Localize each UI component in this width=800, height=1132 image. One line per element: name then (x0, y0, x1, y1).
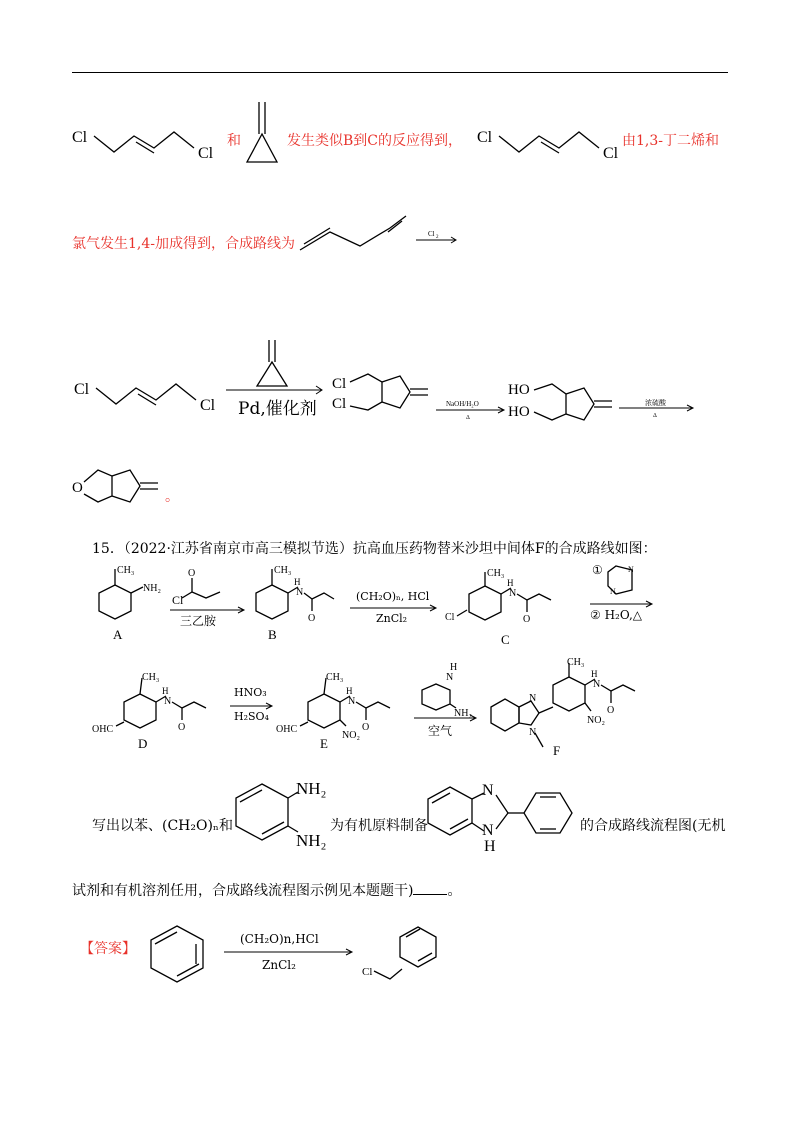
svg-text:N: N (529, 693, 537, 704)
arrow-h2so4 (615, 396, 697, 420)
svg-text:CH₃: CH₃ (274, 565, 292, 576)
o-phenylenediamine-structure (222, 770, 332, 860)
svg-text:Cl: Cl (445, 612, 455, 623)
svg-text:Cl: Cl (72, 129, 88, 146)
svg-text:O: O (607, 705, 615, 716)
svg-text:HO: HO (508, 404, 530, 420)
svg-text:①: ① (592, 563, 603, 577)
svg-text:O: O (362, 722, 370, 733)
answer-reagent-top: (CH₂O)n,HCl (240, 932, 319, 946)
reagent-pd: Pd,催化剂 (238, 399, 317, 419)
svg-text:B: B (268, 627, 277, 642)
svg-text:OHC: OHC (276, 724, 298, 735)
svg-text:H: H (484, 838, 496, 855)
ask-line-2-text: 试剂和有机溶剂任用，合成路线流程图示例见本题题干) (72, 883, 414, 899)
svg-text:NH₂: NH₂ (296, 831, 327, 850)
butadiene-text: 由1,3-丁二烯和 (622, 133, 719, 149)
question-stem (92, 540, 657, 558)
svg-text:CH₃: CH₃ (567, 657, 585, 668)
svg-text:N: N (482, 822, 494, 839)
svg-text:Cl: Cl (362, 966, 373, 978)
question-source: （2022·江苏省南京市高三模拟节选） (123, 541, 353, 557)
addition-text: 氯气发生1,4-加成得到，合成路线为 (72, 236, 295, 252)
svg-text:HO: HO (508, 382, 530, 398)
svg-text:Cl: Cl (332, 396, 347, 412)
svg-text:CH₃: CH₃ (142, 672, 160, 683)
benzene-structure (145, 922, 211, 988)
reagent-triethylamine: 三乙胺 (180, 614, 217, 628)
svg-text:D: D (138, 736, 148, 751)
svg-text:O: O (178, 722, 186, 733)
svg-text:N: N (610, 587, 616, 596)
svg-text:Cl: Cl (477, 129, 493, 146)
svg-text:A: A (113, 627, 123, 642)
svg-text:O: O (188, 568, 196, 579)
svg-text:N: N (348, 696, 356, 707)
svg-text:N: N (296, 587, 304, 598)
ask-tail: 。 (447, 883, 462, 899)
end-mark: 。 (165, 489, 179, 505)
reagent-zncl2: ZnCl₂ (376, 612, 408, 625)
arrow-cl2 (412, 228, 462, 248)
svg-text:H: H (450, 662, 458, 673)
compound-a-structure (95, 565, 175, 645)
question-stem-text: 抗高血压药物替米沙坦中间体F的合成路线如图： (352, 541, 657, 557)
svg-text:H: H (294, 577, 301, 587)
svg-text:H: H (507, 578, 514, 588)
answer-label: 【答案】 (80, 941, 136, 957)
svg-text:N: N (164, 696, 172, 707)
svg-text:NO₂: NO₂ (587, 715, 605, 726)
compound-e-structure (276, 668, 416, 752)
and-text: 和 (227, 133, 241, 149)
svg-text:C: C (501, 632, 510, 647)
svg-text:Cl: Cl (198, 145, 214, 162)
svg-text:2: 2 (436, 235, 439, 240)
svg-text:NaOH/H₂O: NaOH/H₂O (446, 400, 479, 408)
methylenecyclopropane-structure-1 (243, 100, 283, 172)
reaction-description: 发生类似B到C的反应得到， (287, 133, 462, 149)
svg-text:O: O (308, 613, 316, 624)
butadiene-structure (296, 210, 411, 255)
bicyclic-dichloride-structure (330, 360, 440, 430)
svg-text:H: H (591, 669, 598, 679)
svg-text:N: N (593, 679, 601, 690)
svg-text:Cl: Cl (200, 397, 216, 414)
phenylbenzimidazole-structure (420, 775, 580, 855)
svg-text:NH₂: NH₂ (143, 583, 161, 594)
svg-text:浓硫酸: 浓硫酸 (645, 399, 666, 407)
compound-f-structure (475, 655, 645, 765)
question-number: 15． (92, 541, 124, 557)
arrow-naoh (432, 398, 508, 420)
compound-b-structure (252, 565, 342, 645)
reagent-air: 空气 (428, 724, 453, 738)
svg-text:H: H (346, 686, 353, 696)
svg-text:N: N (509, 588, 517, 599)
dichlorobutene-structure-1 (70, 118, 230, 178)
compound-c-structure (445, 568, 585, 650)
svg-text:CH₃: CH₃ (487, 568, 505, 579)
answer-arrow (222, 948, 356, 958)
svg-text:CH₃: CH₃ (326, 672, 344, 683)
dichlorobutene-structure-2 (475, 118, 635, 178)
svg-text:O: O (523, 614, 531, 625)
svg-text:NH₂: NH₂ (454, 708, 472, 719)
ask-line-2 (72, 880, 461, 900)
svg-text:NO₂: NO₂ (342, 730, 360, 741)
answer-reagent-bottom: ZnCl₂ (262, 958, 296, 972)
compound-d-structure (92, 668, 232, 752)
header-rule (72, 72, 728, 73)
svg-text:E: E (320, 736, 328, 751)
bicyclic-ether-structure (70, 462, 180, 512)
svg-text:H: H (162, 686, 169, 696)
ask-start: 写出以苯、(CH₂O)ₙ和 (92, 818, 233, 834)
svg-text:CH₃: CH₃ (117, 565, 135, 576)
ask-end: 的合成路线流程图(无机 (580, 818, 726, 834)
svg-text:OHC: OHC (92, 724, 114, 735)
svg-text:F: F (553, 743, 561, 758)
svg-text:Δ: Δ (466, 415, 470, 421)
answer-blank (413, 880, 447, 895)
svg-text:Δ: Δ (653, 413, 657, 419)
svg-text:N: N (529, 727, 537, 738)
bicyclic-diol-structure (508, 372, 628, 432)
svg-text:NH₂: NH₂ (296, 779, 327, 798)
svg-text:N: N (482, 782, 494, 799)
svg-text:Cl: Cl (172, 593, 184, 607)
reagent-ch2o-hcl: (CH₂O)ₙ, HCl (356, 590, 430, 603)
benzyl-chloride-structure (362, 915, 462, 991)
dichlorobutene-structure-3 (72, 370, 232, 430)
svg-text:N: N (446, 672, 454, 683)
arrow-diamine (410, 660, 480, 720)
reagent-step-2: ② H₂O,△ (590, 608, 643, 622)
svg-text:Cl: Cl (428, 230, 435, 238)
reagent-hno3: HNO₃ (234, 686, 267, 699)
reagent-h2so4: H₂SO₄ (234, 710, 269, 723)
svg-text:N: N (628, 565, 634, 574)
svg-text:O: O (72, 480, 83, 496)
svg-text:Cl: Cl (603, 145, 619, 162)
svg-text:Cl: Cl (74, 381, 90, 398)
svg-text:Cl: Cl (332, 376, 347, 392)
ask-mid: 为有机原料制备 (330, 818, 428, 834)
